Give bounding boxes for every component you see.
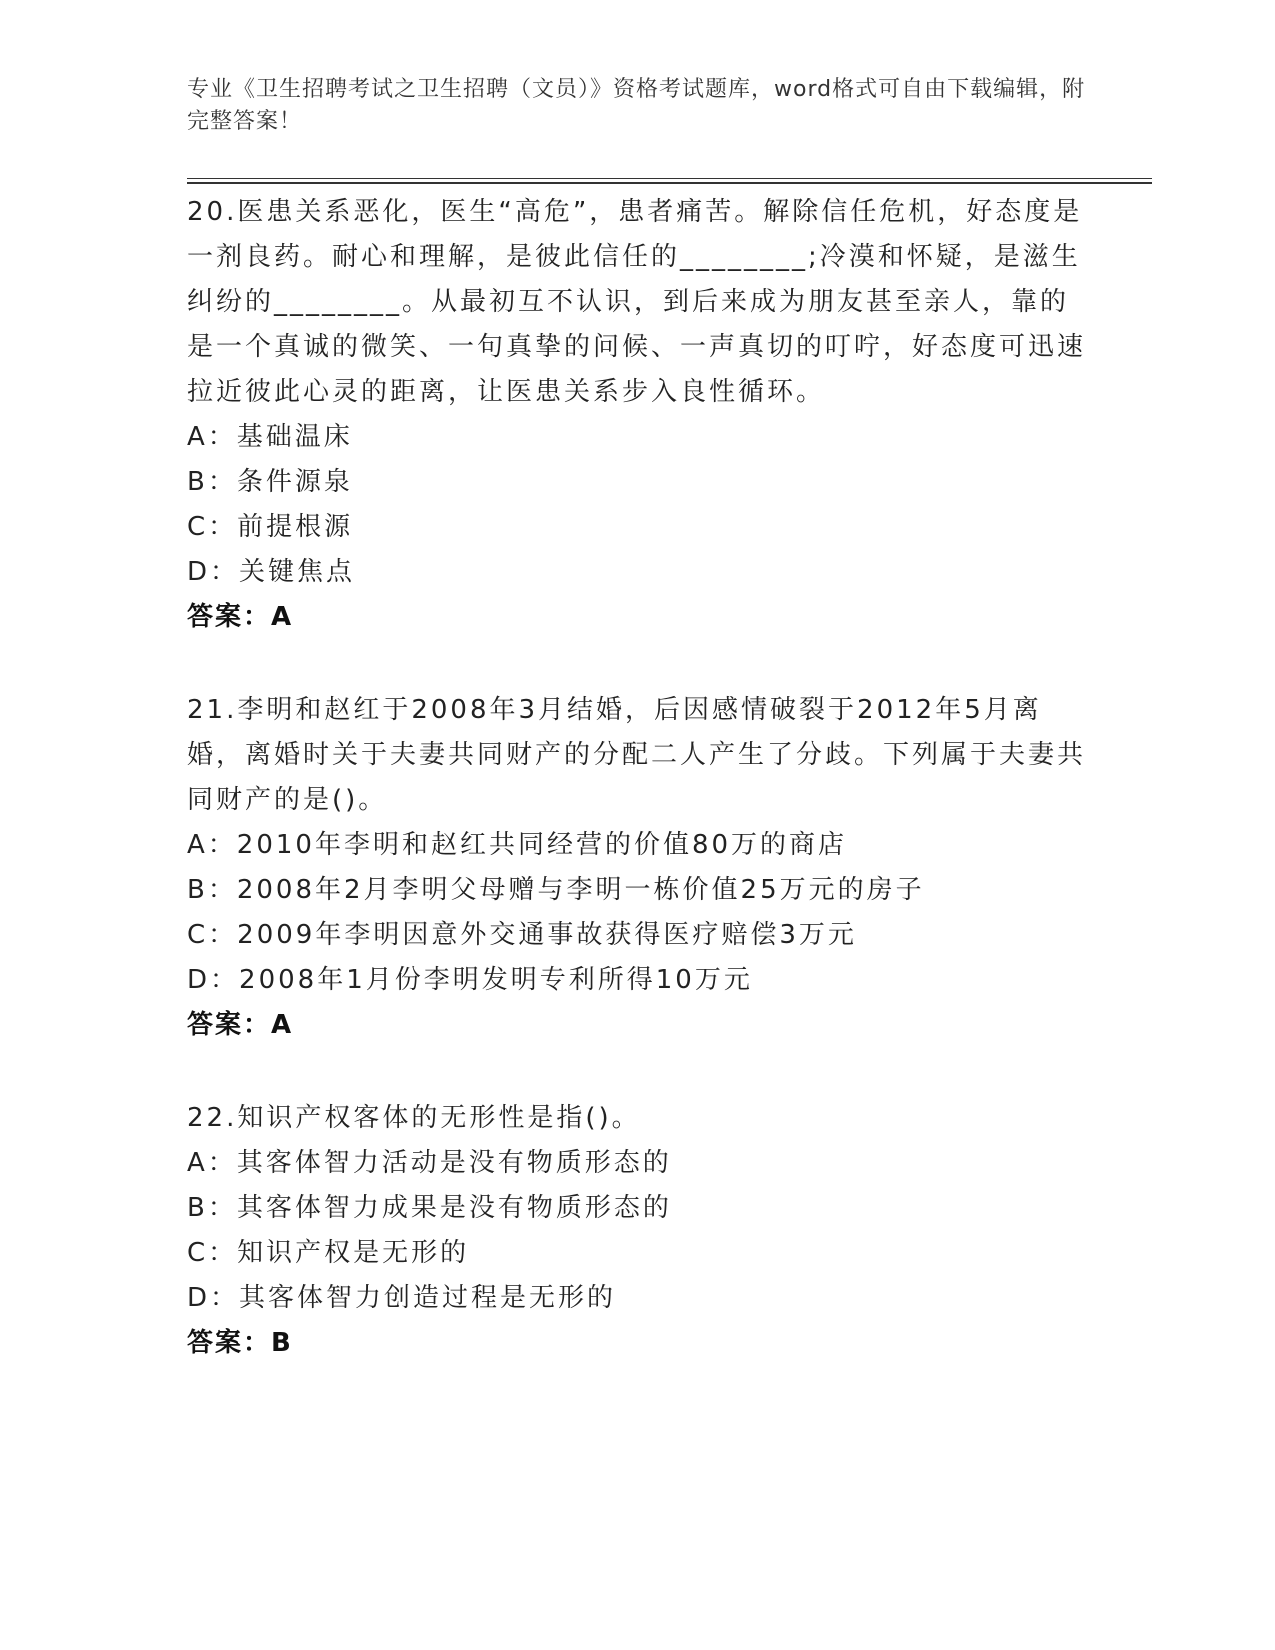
- header-divider-thick: [187, 182, 1152, 184]
- option-a: A：2010年李明和赵红共同经营的价值80万的商店: [187, 830, 848, 860]
- answer-line: 答案：A: [187, 602, 294, 632]
- option-c: C：知识产权是无形的: [187, 1238, 470, 1268]
- answer-line: 答案：B: [187, 1328, 293, 1358]
- question-20: [187, 190, 1087, 640]
- header-divider-thin: [187, 178, 1152, 179]
- question-21: [187, 688, 1087, 1048]
- question-stem: 21.李明和赵红于2008年3月结婚，后因感情破裂于2012年5月离婚，离婚时关于夫妻共同财产的分配二人产生了分歧。下列属于夫妻共同财产的是()。: [187, 695, 1087, 815]
- option-b: B：其客体智力成果是没有物质形态的: [187, 1193, 672, 1223]
- question-stem: 22.知识产权客体的无形性是指()。: [187, 1103, 641, 1133]
- option-d: D：其客体智力创造过程是无形的: [187, 1283, 617, 1313]
- option-a: A：其客体智力活动是没有物质形态的: [187, 1148, 672, 1178]
- option-a: A：基础温床: [187, 422, 353, 452]
- option-c: C：前提根源: [187, 512, 354, 542]
- answer-line: 答案：A: [187, 1010, 294, 1040]
- question-stem: 20.医患关系恶化，医生“高危”，患者痛苦。解除信任危机，好态度是一剂良药。耐心和理解，是彼此信任的________;冷漠和怀疑，是滋生纠纷的________。从最初互不认识，到后来成为朋友甚至亲人，靠的是一个真诚的微笑、一句真挚的问候、一声真切的叮咛，好态度可迅速拉近彼此心灵的距离，让医患关系步入良性循环。: [187, 197, 1087, 407]
- question-22: [187, 1096, 1087, 1366]
- option-b: B：条件源泉: [187, 467, 353, 497]
- document-header: 专业《卫生招聘考试之卫生招聘（文员）》资格考试题库，word格式可自由下载编辑，附完整答案！: [187, 77, 1086, 134]
- option-c: C：2009年李明因意外交通事故获得医疗赔偿3万元: [187, 920, 857, 950]
- option-d: D：关键焦点: [187, 557, 356, 587]
- option-b: B：2008年2月李明父母赠与李明一栋价值25万元的房子: [187, 875, 925, 905]
- question-list: [187, 190, 1087, 1414]
- option-d: D：2008年1月份李明发明专利所得10万元: [187, 965, 753, 995]
